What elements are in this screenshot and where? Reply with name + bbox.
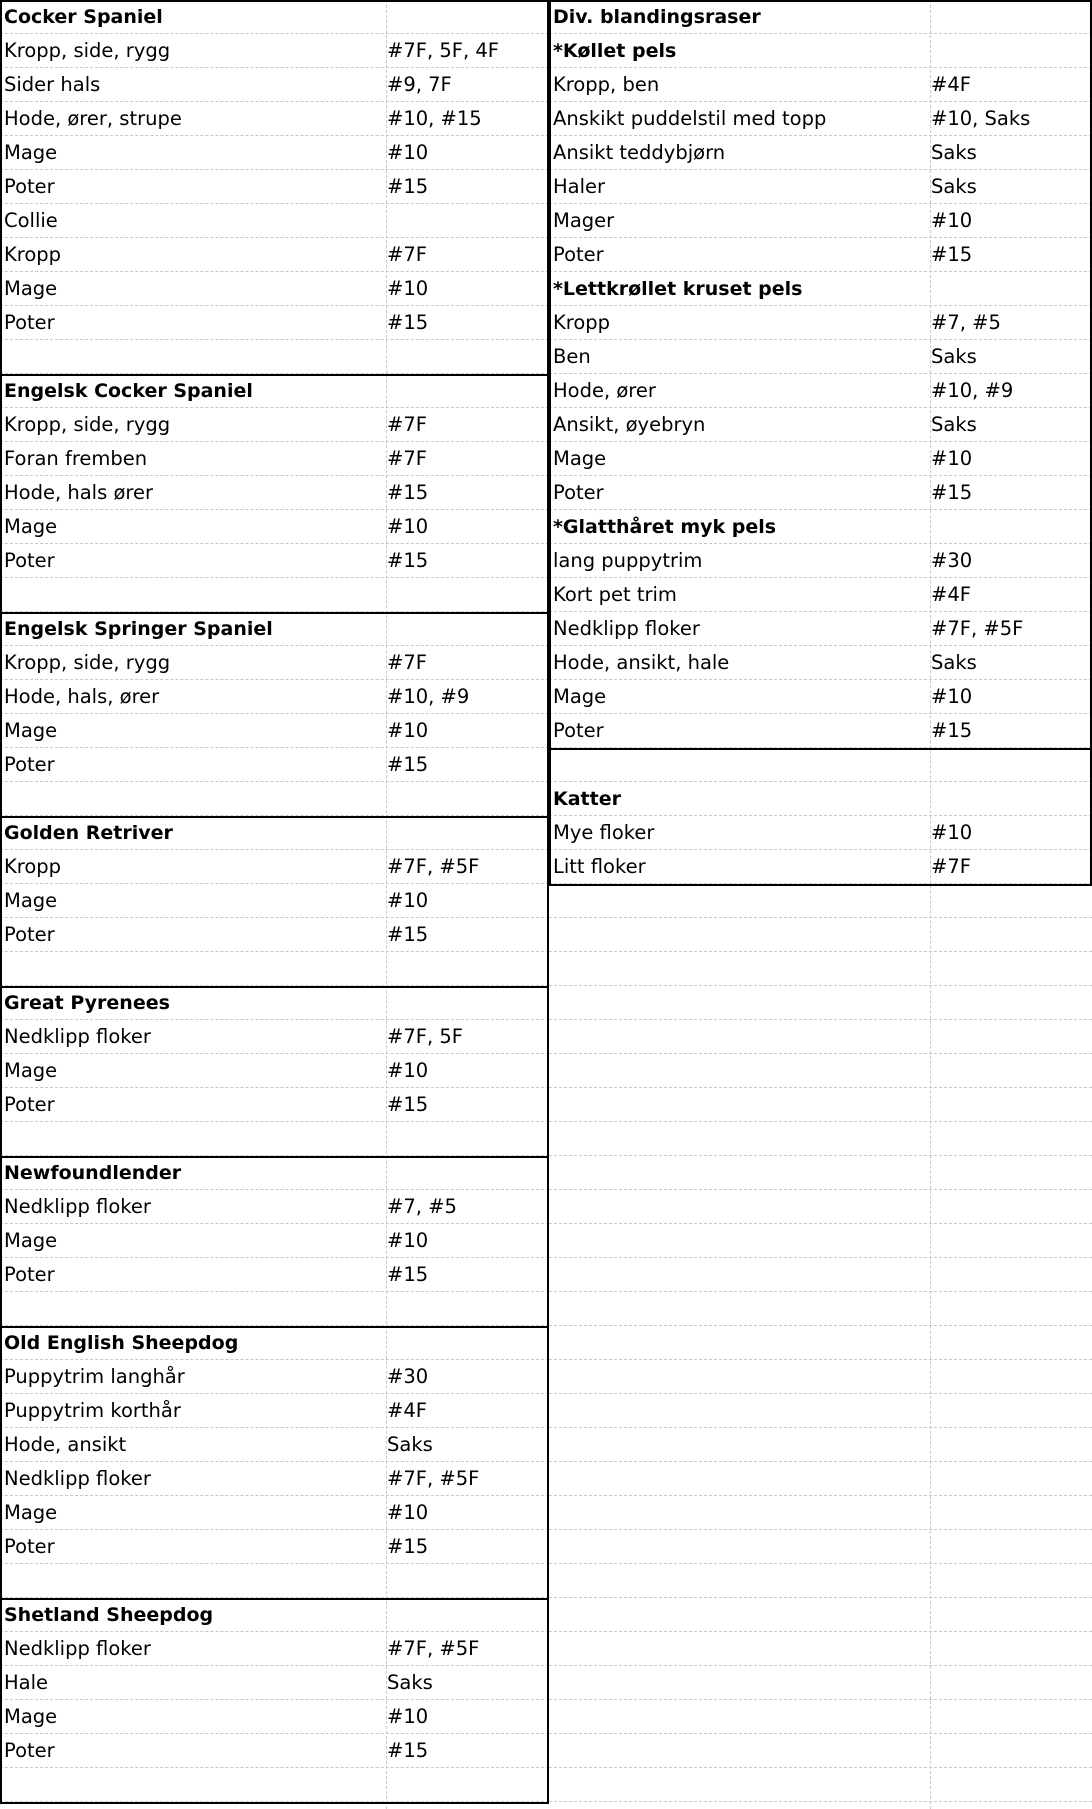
cell-label[interactable]: Cocker Spaniel — [4, 5, 163, 28]
cell-value[interactable]: #4F — [387, 1399, 427, 1422]
table-row[interactable] — [549, 1088, 1092, 1122]
cell-label[interactable]: Kropp — [553, 311, 611, 334]
cell-label[interactable]: Foran fremben — [4, 447, 148, 470]
section-header-row[interactable] — [0, 612, 549, 646]
cell-value[interactable]: #10 — [387, 277, 429, 300]
cell-label[interactable]: Sider hals — [4, 73, 101, 96]
cell-value[interactable]: #7F — [387, 447, 427, 470]
table-row[interactable] — [0, 1054, 549, 1088]
table-row[interactable] — [0, 1394, 549, 1428]
table-row[interactable] — [0, 102, 549, 136]
cell-label[interactable]: Nedklipp floker — [553, 617, 700, 640]
table-row[interactable] — [549, 1122, 1092, 1156]
cell-label[interactable]: Poter — [4, 311, 55, 334]
table-row[interactable] — [0, 170, 549, 204]
table-row[interactable] — [549, 1258, 1092, 1292]
cell-value[interactable]: #10 — [387, 1705, 429, 1728]
cell-label[interactable]: Div. blandingsraser — [553, 5, 761, 28]
table-row[interactable] — [549, 238, 1092, 272]
cell-value[interactable]: #10 — [931, 821, 973, 844]
table-row[interactable] — [0, 1462, 549, 1496]
table-row[interactable] — [0, 1360, 549, 1394]
table-row[interactable] — [0, 68, 549, 102]
table-row[interactable] — [549, 1224, 1092, 1258]
cell-label[interactable]: Mye floker — [553, 821, 655, 844]
cell-value[interactable]: #7F, #5F — [387, 1637, 480, 1660]
cell-value[interactable]: #10 — [387, 719, 429, 742]
cell-value[interactable]: #15 — [387, 481, 429, 504]
cell-label[interactable]: Hode, ører — [553, 379, 656, 402]
cell-value[interactable]: #15 — [387, 1263, 429, 1286]
cell-value[interactable]: #10, #9 — [931, 379, 1014, 402]
section-header-row[interactable] — [549, 0, 1092, 34]
table-row[interactable] — [0, 544, 549, 578]
cell-label[interactable]: Katter — [553, 787, 621, 810]
cell-label[interactable]: Mage — [553, 685, 607, 708]
column-gridline — [386, 0, 387, 1809]
table-row[interactable] — [549, 1020, 1092, 1054]
cell-label[interactable]: Anskikt puddelstil med topp — [553, 107, 827, 130]
cell-value[interactable]: #10 — [931, 685, 973, 708]
cell-label[interactable]: Old English Sheepdog — [4, 1331, 239, 1354]
table-row[interactable] — [549, 102, 1092, 136]
table-row[interactable] — [549, 816, 1092, 850]
cell-value[interactable]: #30 — [931, 549, 973, 572]
cell-label[interactable]: Poter — [4, 923, 55, 946]
cell-value[interactable]: #15 — [387, 1093, 429, 1116]
cell-value[interactable]: #9, 7F — [387, 73, 452, 96]
cell-label[interactable]: Poter — [4, 1535, 55, 1558]
table-row[interactable] — [0, 1088, 549, 1122]
table-row[interactable] — [0, 238, 549, 272]
cell-label[interactable]: Mage — [4, 1059, 58, 1082]
table-row[interactable] — [549, 442, 1092, 476]
cell-value[interactable]: Saks — [931, 141, 977, 164]
section-header-row[interactable] — [549, 34, 1092, 68]
table-row[interactable] — [0, 1190, 549, 1224]
cell-value[interactable]: #10, #15 — [387, 107, 482, 130]
cell-value[interactable]: #4F — [931, 583, 971, 606]
cell-value[interactable]: #10, #9 — [387, 685, 470, 708]
cell-label[interactable]: Poter — [553, 481, 604, 504]
table-row[interactable] — [549, 1360, 1092, 1394]
cell-value[interactable]: #4F — [931, 73, 971, 96]
cell-value[interactable]: #10 — [387, 1229, 429, 1252]
cell-value[interactable]: #7, #5 — [387, 1195, 457, 1218]
table-row[interactable] — [549, 1768, 1092, 1802]
cell-value[interactable]: #15 — [387, 175, 429, 198]
table-row[interactable] — [549, 884, 1092, 918]
table-row[interactable] — [0, 340, 549, 374]
table-row[interactable] — [0, 34, 549, 68]
cell-label[interactable]: Hode, ansikt — [4, 1433, 127, 1456]
cell-label[interactable]: Kropp, side, rygg — [4, 651, 171, 674]
table-row[interactable] — [0, 1020, 549, 1054]
table-row[interactable] — [0, 1428, 549, 1462]
cell-value[interactable]: #15 — [387, 753, 429, 776]
table-row[interactable] — [0, 1666, 549, 1700]
section-header-row[interactable] — [0, 1598, 549, 1632]
cell-value[interactable]: #7F, #5F — [931, 617, 1024, 640]
table-row[interactable] — [549, 1428, 1092, 1462]
cell-label[interactable]: Kropp, side, rygg — [4, 413, 171, 436]
table-row[interactable] — [0, 442, 549, 476]
cell-label[interactable]: Hode, ører, strupe — [4, 107, 182, 130]
cell-value[interactable]: #15 — [931, 243, 973, 266]
section-header-row[interactable] — [0, 986, 549, 1020]
table-row[interactable] — [0, 748, 549, 782]
cell-label[interactable]: Mage — [4, 719, 58, 742]
cell-value[interactable]: #15 — [387, 1535, 429, 1558]
cell-value[interactable]: #7F, 5F, 4F — [387, 39, 500, 62]
cell-value[interactable]: Saks — [931, 345, 977, 368]
cell-label[interactable]: Poter — [4, 549, 55, 572]
cell-value[interactable]: #15 — [387, 923, 429, 946]
table-row[interactable] — [0, 1224, 549, 1258]
table-row[interactable] — [0, 204, 549, 238]
cell-label[interactable]: Hode, ansikt, hale — [553, 651, 730, 674]
cell-label[interactable]: Kropp — [4, 855, 62, 878]
table-row[interactable] — [0, 1734, 549, 1768]
cell-value[interactable]: #7F, 5F — [387, 1025, 463, 1048]
table-row[interactable] — [0, 680, 549, 714]
cell-value[interactable]: Saks — [387, 1671, 433, 1694]
cell-value[interactable]: #10, Saks — [931, 107, 1031, 130]
cell-value[interactable]: Saks — [931, 175, 977, 198]
table-row[interactable] — [549, 476, 1092, 510]
right-column — [549, 0, 1092, 1802]
table-row[interactable] — [549, 952, 1092, 986]
cell-value[interactable]: #7F, #5F — [387, 855, 480, 878]
cell-value[interactable]: #15 — [931, 481, 973, 504]
table-row[interactable] — [0, 1530, 549, 1564]
table-row[interactable] — [549, 1292, 1092, 1326]
cell-label[interactable]: Engelsk Springer Spaniel — [4, 617, 273, 640]
table-row[interactable] — [549, 408, 1092, 442]
cell-label[interactable]: Poter — [4, 1263, 55, 1286]
table-row[interactable] — [549, 850, 1092, 884]
cell-value[interactable]: #10 — [931, 447, 973, 470]
table-row[interactable] — [0, 476, 549, 510]
table-row[interactable] — [549, 1496, 1092, 1530]
cell-label[interactable]: Kort pet trim — [553, 583, 677, 606]
cell-label[interactable]: Newfoundlender — [4, 1161, 182, 1184]
table-row[interactable] — [549, 136, 1092, 170]
table-row[interactable] — [0, 408, 549, 442]
cell-value[interactable]: #7F, #5F — [387, 1467, 480, 1490]
cell-label[interactable]: Mage — [4, 1229, 58, 1252]
cell-label[interactable]: Mage — [553, 447, 607, 470]
table-row[interactable] — [0, 952, 549, 986]
cell-label[interactable]: Litt floker — [553, 855, 646, 878]
table-row[interactable] — [549, 646, 1092, 680]
table-row[interactable] — [0, 1700, 549, 1734]
cell-label[interactable]: *Glatthåret myk pels — [553, 515, 777, 538]
table-row[interactable] — [0, 714, 549, 748]
table-row[interactable] — [549, 1734, 1092, 1768]
cell-label[interactable]: Mage — [4, 1705, 58, 1728]
cell-label[interactable]: Nedklipp floker — [4, 1467, 151, 1490]
table-row[interactable] — [0, 272, 549, 306]
section-header-row[interactable] — [0, 816, 549, 850]
cell-label[interactable]: Mager — [553, 209, 615, 232]
cell-label[interactable]: Engelsk Cocker Spaniel — [4, 379, 253, 402]
table-row[interactable] — [549, 748, 1092, 782]
section-header-row[interactable] — [0, 0, 549, 34]
cell-label[interactable]: Ben — [553, 345, 591, 368]
table-row[interactable] — [549, 680, 1092, 714]
cell-label[interactable]: Mage — [4, 1501, 58, 1524]
cell-value[interactable]: #10 — [931, 209, 973, 232]
cell-label[interactable]: Collie — [4, 209, 58, 232]
cell-label[interactable]: Kropp, ben — [553, 73, 660, 96]
table-row[interactable] — [549, 612, 1092, 646]
table-row[interactable] — [0, 782, 549, 816]
cell-value[interactable]: #7F — [931, 855, 971, 878]
table-row[interactable] — [0, 884, 549, 918]
cell-label[interactable]: Kropp — [4, 243, 62, 266]
cell-label[interactable]: Mage — [4, 141, 58, 164]
table-row[interactable] — [0, 136, 549, 170]
table-row[interactable] — [549, 306, 1092, 340]
table-row[interactable] — [549, 374, 1092, 408]
table-row[interactable] — [0, 1292, 549, 1326]
cell-label[interactable]: Mage — [4, 889, 58, 912]
table-row[interactable] — [549, 1700, 1092, 1734]
table-row[interactable] — [549, 1190, 1092, 1224]
cell-label[interactable]: Poter — [4, 753, 55, 776]
table-row[interactable] — [0, 1122, 549, 1156]
cell-label[interactable]: Hode, hals, ører — [4, 685, 160, 708]
cell-label[interactable]: Puppytrim korthår — [4, 1399, 181, 1422]
table-row[interactable] — [0, 306, 549, 340]
table-row[interactable] — [549, 578, 1092, 612]
table-row[interactable] — [549, 204, 1092, 238]
cell-label[interactable]: Ansikt teddybjørn — [553, 141, 726, 164]
table-row[interactable] — [549, 1462, 1092, 1496]
cell-label[interactable]: Kropp, side, rygg — [4, 39, 171, 62]
table-row[interactable] — [0, 646, 549, 680]
cell-label[interactable]: Poter — [4, 175, 55, 198]
cell-label[interactable]: Poter — [4, 1739, 55, 1762]
cell-value[interactable]: #15 — [931, 719, 973, 742]
cell-value[interactable]: #7F — [387, 651, 427, 674]
cell-value[interactable]: #7F — [387, 413, 427, 436]
cell-value[interactable]: #10 — [387, 1059, 429, 1082]
table-row[interactable] — [549, 986, 1092, 1020]
cell-value[interactable]: Saks — [931, 651, 977, 674]
table-row[interactable] — [549, 1156, 1092, 1190]
cell-label[interactable]: Nedklipp floker — [4, 1025, 151, 1048]
table-row[interactable] — [549, 1326, 1092, 1360]
cell-label[interactable]: Shetland Sheepdog — [4, 1603, 214, 1626]
section-header-row[interactable] — [549, 272, 1092, 306]
cell-value[interactable]: #15 — [387, 1739, 429, 1762]
table-row[interactable] — [549, 1564, 1092, 1598]
cell-label[interactable]: Haler — [553, 175, 606, 198]
table-row[interactable] — [0, 1258, 549, 1292]
cell-label[interactable]: Poter — [553, 719, 604, 742]
table-row[interactable] — [0, 510, 549, 544]
cell-value[interactable]: #10 — [387, 1501, 429, 1524]
section-header-row[interactable] — [0, 1326, 549, 1360]
cell-value[interactable]: #30 — [387, 1365, 429, 1388]
cell-value[interactable]: Saks — [931, 413, 977, 436]
table-row[interactable] — [549, 918, 1092, 952]
cell-value[interactable]: #10 — [387, 141, 429, 164]
cell-label[interactable]: Poter — [553, 243, 604, 266]
table-row[interactable] — [0, 1632, 549, 1666]
cell-value[interactable]: Saks — [387, 1433, 433, 1456]
table-row[interactable] — [0, 918, 549, 952]
table-row[interactable] — [0, 850, 549, 884]
cell-label[interactable]: *Køllet pels — [553, 39, 677, 62]
table-row[interactable] — [0, 1768, 549, 1802]
column-gridline — [930, 0, 931, 1809]
section-header-row[interactable] — [549, 510, 1092, 544]
table-row[interactable] — [549, 1632, 1092, 1666]
cell-label[interactable]: Puppytrim langhår — [4, 1365, 185, 1388]
cell-label[interactable]: Nedklipp floker — [4, 1195, 151, 1218]
cell-value[interactable]: #10 — [387, 515, 429, 538]
cell-label[interactable]: Mage — [4, 277, 58, 300]
table-row[interactable] — [0, 1496, 549, 1530]
cell-label[interactable]: lang puppytrim — [553, 549, 703, 572]
table-row[interactable] — [549, 714, 1092, 748]
table-row[interactable] — [549, 170, 1092, 204]
table-row[interactable] — [549, 1666, 1092, 1700]
table-row[interactable] — [549, 68, 1092, 102]
table-row[interactable] — [0, 1564, 549, 1598]
cell-label[interactable]: Nedklipp floker — [4, 1637, 151, 1660]
cell-label[interactable]: Mage — [4, 515, 58, 538]
table-row[interactable] — [0, 578, 549, 612]
table-row[interactable] — [549, 544, 1092, 578]
cell-label[interactable]: *Lettkrøllet kruset pels — [553, 277, 803, 300]
cell-label[interactable]: Poter — [4, 1093, 55, 1116]
section-header-row[interactable] — [549, 782, 1092, 816]
section-header-row[interactable] — [0, 374, 549, 408]
cell-label[interactable]: Great Pyrenees — [4, 991, 170, 1014]
cell-label[interactable]: Golden Retriver — [4, 821, 173, 844]
table-row[interactable] — [549, 1394, 1092, 1428]
cell-value[interactable]: #7, #5 — [931, 311, 1001, 334]
cell-label[interactable]: Ansikt, øyebryn — [553, 413, 706, 436]
cell-label[interactable]: Hode, hals ører — [4, 481, 153, 504]
cell-value[interactable]: #15 — [387, 549, 429, 572]
cell-value[interactable]: #10 — [387, 889, 429, 912]
table-row[interactable] — [549, 1598, 1092, 1632]
cell-value[interactable]: #15 — [387, 311, 429, 334]
section-header-row[interactable] — [0, 1156, 549, 1190]
table-row[interactable] — [549, 1530, 1092, 1564]
table-row[interactable] — [549, 340, 1092, 374]
table-row[interactable] — [549, 1054, 1092, 1088]
cell-label[interactable]: Hale — [4, 1671, 49, 1694]
cell-value[interactable]: #7F — [387, 243, 427, 266]
